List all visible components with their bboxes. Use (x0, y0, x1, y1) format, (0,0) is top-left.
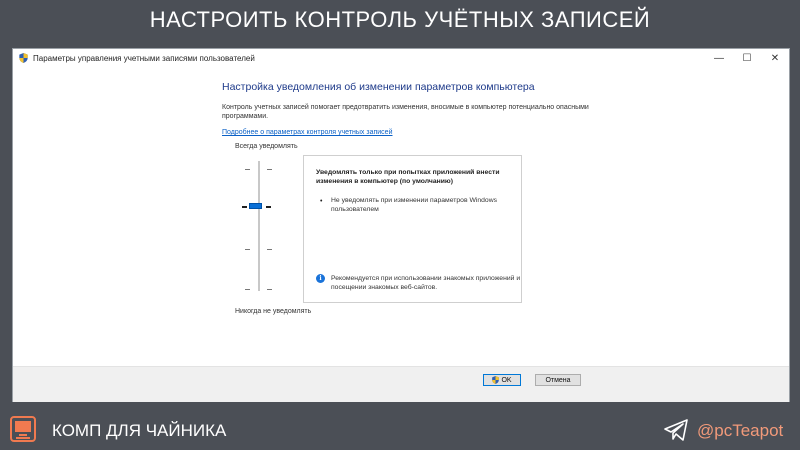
learn-more-link[interactable]: Подробнее о параметрах контроля учетных записей (222, 129, 393, 136)
slider-tick (245, 249, 250, 250)
slider-thumb[interactable] (249, 203, 262, 209)
level-recommendation: Рекомендуется при использовании знакомых приложений и посещении знакомых веб-сайтов. (331, 275, 521, 291)
slider-tick-selected (266, 206, 271, 208)
close-button[interactable]: ✕ (770, 52, 780, 64)
page-heading: Настройка уведомления об изменении параметров компьютера (222, 81, 535, 93)
cancel-button-label: Отмена (545, 376, 571, 384)
slider-top-label: Всегда уведомлять (235, 143, 298, 150)
notification-level-slider[interactable] (239, 159, 279, 299)
minimize-button[interactable]: — (714, 52, 724, 64)
telegram-handle[interactable]: @pcTeapot (697, 421, 784, 440)
main-content (222, 81, 642, 139)
slider-tick-selected (242, 206, 247, 208)
page-description: Контроль учетных записей помогает предотвратить изменения, вносимые в компьютер потенциально опасными программами. (222, 104, 589, 120)
brand-name: КОМП ДЛЯ ЧАЙНИКА (52, 421, 227, 440)
banner-title: НАСТРОИТЬ КОНТРОЛЬ УЧЁТНЫХ ЗАПИСЕЙ (149, 7, 651, 32)
cancel-button[interactable] (535, 374, 581, 386)
info-icon: i (316, 274, 325, 283)
window-title: Параметры управления учетными записями пользователей (33, 53, 255, 63)
slider-track[interactable] (258, 161, 260, 291)
level-description-panel (303, 155, 522, 303)
slider-tick (267, 169, 272, 170)
uac-shield-icon (19, 53, 28, 63)
slider-tick (267, 249, 272, 250)
maximize-button[interactable]: ☐ (742, 52, 752, 64)
level-bullet: Не уведомлять при изменении параметров Windows пользователем (331, 197, 498, 213)
bullet-icon: • (320, 198, 323, 205)
uac-settings-window (12, 48, 790, 402)
slider-bottom-label: Никогда не уведомлять (235, 308, 312, 315)
uac-shield-icon (492, 376, 499, 384)
slider-tick (245, 169, 250, 170)
telegram-icon (664, 419, 688, 441)
slider-tick (267, 289, 272, 290)
ok-button[interactable] (483, 374, 521, 386)
dialog-footer (13, 366, 789, 402)
brand-logo-icon (10, 416, 36, 442)
slider-tick (245, 289, 250, 290)
footer-bar (0, 411, 800, 450)
level-title: Уведомлять только при попытках приложений внести изменения в компьютер (по умолчанию) (316, 169, 500, 185)
ok-button-label: OK (501, 376, 512, 384)
window-titlebar (13, 49, 789, 67)
